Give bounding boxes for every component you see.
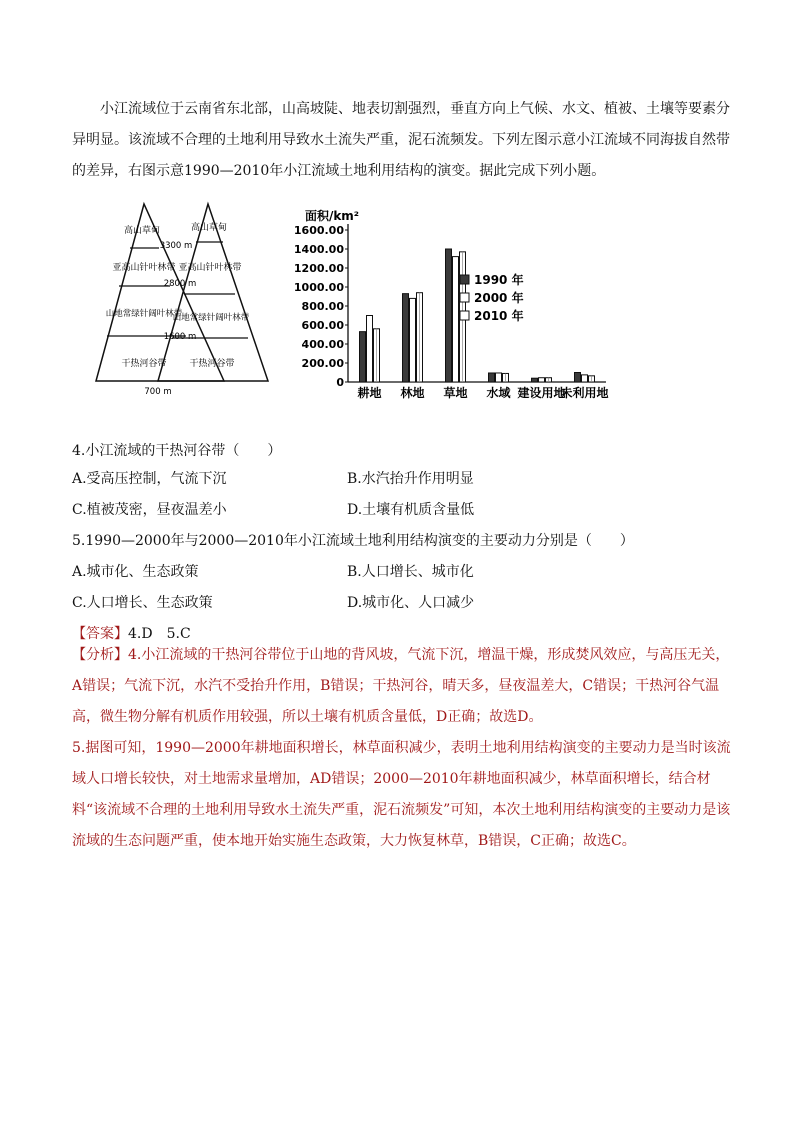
q4-stem: 4.小江流域的干热河谷带（ ） bbox=[72, 443, 282, 459]
right-zone-4: 干热河谷带 bbox=[189, 359, 235, 369]
left-zone-3: 山地常绿针阔叶林带 bbox=[105, 309, 183, 319]
x-tick-label: 林地 bbox=[400, 386, 425, 400]
y-tick-label: 1600.00 bbox=[293, 224, 344, 237]
right-zone-2: 亚高山针叶林带 bbox=[178, 263, 242, 273]
q5-option-d[interactable]: D.城市化、人口减少 bbox=[347, 595, 475, 611]
y-tick-label: 0 bbox=[336, 376, 344, 389]
intro-paragraph: 小江流域位于云南省东北部，山高坡陡、地表切割强烈，垂直方向上气候、水文、植被、土壤等要素分异明显。该流域不合理的土地利用导致水土流失严重，泥石流频发。下列左图示意小江流域不同海拔自然带的差异，右图示意1990—2010年小江流域土地利用结构的演变。据此完成下列小题。 bbox=[72, 101, 730, 179]
bar-1 bbox=[575, 373, 581, 383]
q5-option-a[interactable]: A.城市化、生态政策 bbox=[72, 564, 199, 580]
q4-option-c[interactable]: C.植被茂密，昼夜温差小 bbox=[72, 502, 227, 518]
legend-swatch bbox=[460, 275, 469, 284]
bar-2 bbox=[453, 257, 459, 382]
left-zone-2: 亚高山针叶林带 bbox=[112, 263, 176, 273]
y-tick-label: 1200.00 bbox=[293, 262, 344, 275]
legend-label: 2000 年 bbox=[474, 291, 524, 305]
q4-option-b[interactable]: B.水汽抬升作用明显 bbox=[347, 471, 474, 487]
y-tick-label: 200.00 bbox=[301, 357, 344, 370]
bar-2 bbox=[539, 378, 545, 382]
mountain-zones-figure bbox=[92, 198, 278, 398]
left-zone-4: 干热河谷带 bbox=[121, 359, 167, 369]
right-zone-3: 山地常绿针阔叶林带 bbox=[172, 313, 250, 323]
analysis-q4-text: 4.小江流域的干热河谷带位于山地的背风坡，气流下沉，增温干燥，形成焚风效应，与高压无关，A错误；气流下沉，水汽不受抬升作用，B错误；干热河谷，晴天多，昼夜温差大，C错误；干热河谷气温高，微生物分解有机质作用较强，所以土壤有机质含量低，D正确；故选D。 bbox=[72, 647, 730, 725]
bar-1 bbox=[360, 332, 366, 382]
legend-label: 1990 年 bbox=[474, 273, 524, 287]
bar-1 bbox=[489, 373, 495, 382]
answer-text: 4.D 5.C bbox=[128, 626, 191, 642]
y-axis-label: 面积/km² bbox=[304, 209, 360, 223]
altitude-2800: 2800 m bbox=[163, 279, 197, 289]
x-tick-label: 耕地 bbox=[357, 386, 382, 400]
bar-1 bbox=[532, 378, 538, 382]
land-use-bar-chart bbox=[292, 204, 622, 402]
bar-2 bbox=[496, 373, 502, 382]
y-tick-label: 1400.00 bbox=[293, 243, 344, 256]
left-zone-1: 高山草甸 bbox=[123, 226, 161, 236]
q5-option-c[interactable]: C.人口增长、生态政策 bbox=[72, 595, 213, 611]
q5-stem: 5.1990—2000年与2000—2010年小江流域土地利用结构演变的主要动力分别是（ ） bbox=[72, 533, 634, 549]
analysis-q4 bbox=[72, 640, 734, 733]
answer-label: 【答案】 bbox=[72, 626, 128, 642]
bar-1 bbox=[446, 249, 452, 382]
x-tick-label: 水域 bbox=[486, 386, 511, 400]
altitude-700: 700 m bbox=[144, 387, 172, 397]
q5-option-b[interactable]: B.人口增长、城市化 bbox=[347, 564, 474, 580]
bar-2 bbox=[367, 316, 373, 383]
analysis-q5: 5.据图可知，1990—2000年耕地面积增长，林草面积减少，表明土地利用结构演变的主要动力是当时该流域人口增长较快，对土地需求量增加，AD错误；2000—2010年耕地面积减少，林草面积增长，结合材料“该流域不合理的土地利用导致水土流失严重，泥石流频发”可知，本次土地利用结构演变的主要动力是该流域的生态问题严重，使本地开始实施生态政策，大力恢复林草，B错误，C正确；故选C。 bbox=[72, 740, 731, 849]
bar-2 bbox=[410, 298, 416, 382]
y-tick-label: 800.00 bbox=[301, 300, 344, 313]
legend-swatch bbox=[460, 293, 469, 302]
y-tick-label: 1000.00 bbox=[293, 281, 344, 294]
bar-2 bbox=[582, 375, 588, 382]
altitude-1600: 1600 m bbox=[163, 332, 197, 342]
y-tick-label: 600.00 bbox=[301, 319, 344, 332]
legend-swatch bbox=[460, 311, 469, 320]
x-tick-label: 未利用地 bbox=[560, 386, 609, 400]
x-tick-label: 建设用地 bbox=[517, 386, 566, 400]
analysis-label: 【分析】 bbox=[72, 647, 128, 663]
legend-label: 2010 年 bbox=[474, 309, 524, 323]
x-tick-label: 草地 bbox=[443, 386, 468, 400]
y-tick-label: 400.00 bbox=[301, 338, 344, 351]
q4-option-d[interactable]: D.土壤有机质含量低 bbox=[347, 502, 475, 518]
right-zone-1: 高山草甸 bbox=[190, 223, 228, 233]
altitude-3300: 3300 m bbox=[159, 241, 193, 251]
bar-1 bbox=[403, 294, 409, 382]
q4-option-a[interactable]: A.受高压控制，气流下沉 bbox=[72, 471, 227, 487]
